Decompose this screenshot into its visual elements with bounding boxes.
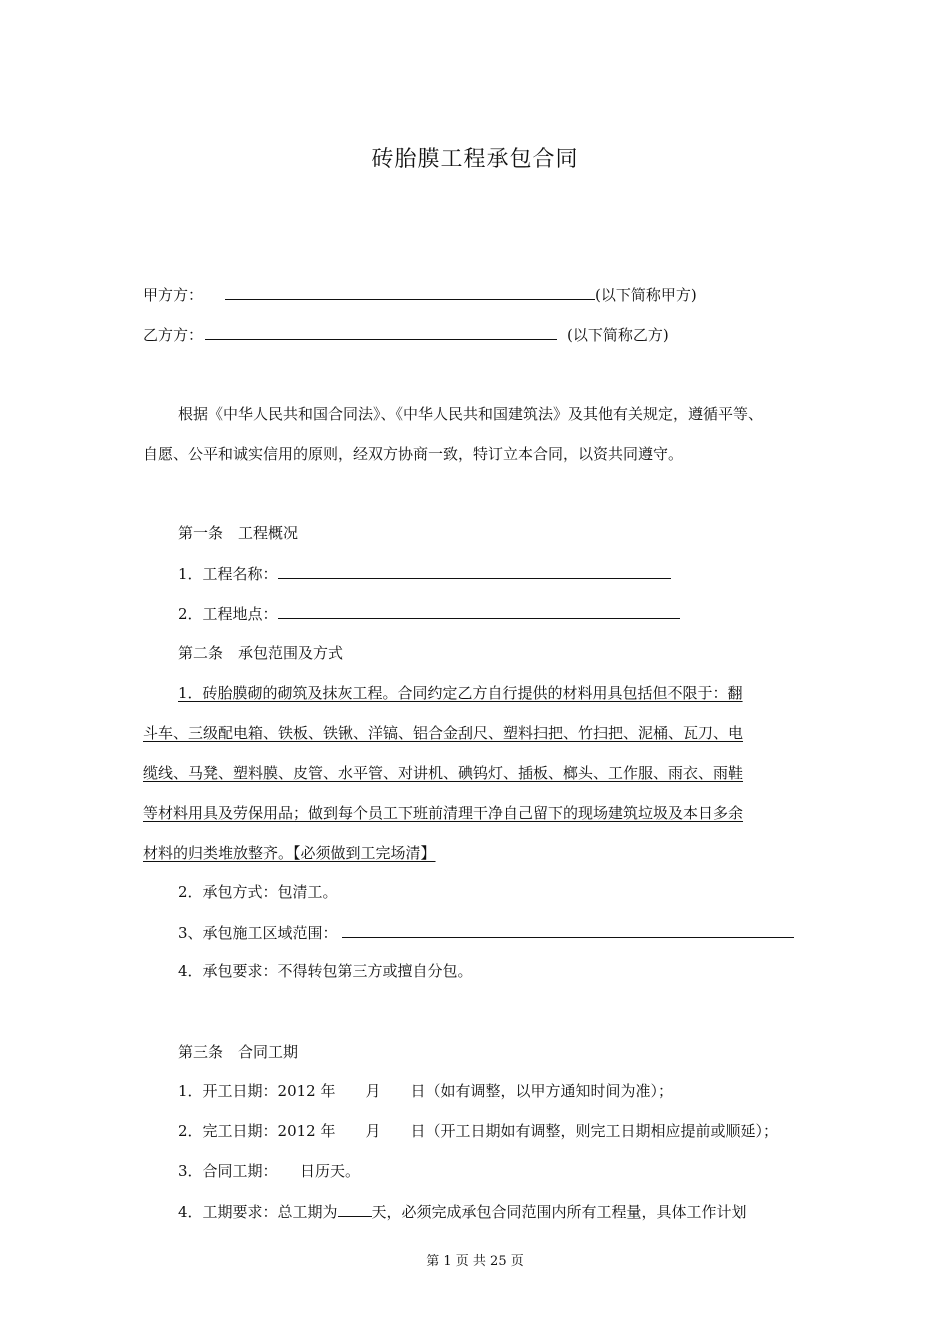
preamble-line-1: 根据《中华人民共和国合同法》、《中华人民共和国建筑法》及其他有关规定，遵循平等、 [178, 405, 764, 423]
construction-area-label: 3、承包施工区域范围： [178, 924, 338, 942]
article-2-heading: 第二条 承包范围及方式 [178, 644, 344, 662]
party-a-label: 甲方方： [143, 286, 204, 304]
contract-requirement: 4．承包要求：不得转包第三方或擅自分包。 [178, 962, 473, 980]
total-days-blank [338, 1201, 372, 1217]
project-name-label: 1．工程名称： [178, 565, 278, 583]
document-title: 砖胎膜工程承包合同 [371, 147, 579, 172]
preamble-line-2: 自愿、公平和诚实信用的原则，经双方协商一致，特订立本合同，以资共同遵守。 [143, 445, 684, 463]
party-a-suffix: (以下简称甲方) [595, 286, 697, 304]
construction-area-blank [342, 922, 794, 938]
article-1-heading: 第一条 工程概况 [178, 524, 299, 542]
completion-date: 2．完工日期：2012 年 月 日（开工日期如有调整，则完工日期相应提前或顺延）； [178, 1122, 778, 1140]
article-3-heading: 第三条 合同工期 [178, 1043, 299, 1061]
contract-duration: 3．合同工期： 日历天。 [178, 1162, 361, 1180]
scope-line-1: 1．砖胎膜砌的砌筑及抹灰工程。合同约定乙方自行提供的材料用具包括但不限于：翻 [178, 684, 743, 702]
duration-requirement-b: 天，必须完成承包合同范围内所有工程量，具体工作计划 [371, 1203, 747, 1221]
scope-line-4: 等材料用具及劳保用品；做到每个员工下班前清理干净自己留下的现场建筑垃圾及本日多余 [143, 804, 744, 822]
construction-area-line [178, 922, 794, 943]
contract-method: 2．承包方式：包清工。 [178, 883, 338, 901]
project-location-label: 2．工程地点： [178, 605, 278, 623]
party-b-label: 乙方方： [143, 326, 204, 344]
start-date: 1．开工日期：2012 年 月 日（如有调整，以甲方通知时间为准）； [178, 1082, 673, 1100]
duration-requirement-a: 4．工期要求：总工期为 [178, 1203, 338, 1221]
page-footer: 第 1 页 共 25 页 [426, 1254, 524, 1269]
scope-line-2: 斗车、三级配电箱、铁板、铁锹、洋镐、铝合金刮尺、塑料扫把、竹扫把、泥桶、瓦刀、电 [143, 724, 744, 742]
article-1-item-1 [178, 563, 671, 584]
party-a-blank [225, 284, 595, 300]
project-location-blank [278, 603, 680, 619]
party-b-suffix: (以下简称乙方) [567, 326, 669, 344]
scope-line-3: 缆线、马凳、塑料膜、皮管、水平管、对讲机、碘钨灯、插板、榔头、工作服、雨衣、雨鞋 [143, 764, 744, 782]
article-1-item-2 [178, 603, 680, 624]
party-b-blank [205, 324, 557, 340]
project-name-blank [278, 563, 671, 579]
party-b-line [143, 324, 669, 345]
party-a-line [143, 284, 697, 305]
duration-requirement [178, 1201, 747, 1222]
scope-line-5: 材料的归类堆放整齐。【必须做到工完场清】 [143, 844, 436, 862]
